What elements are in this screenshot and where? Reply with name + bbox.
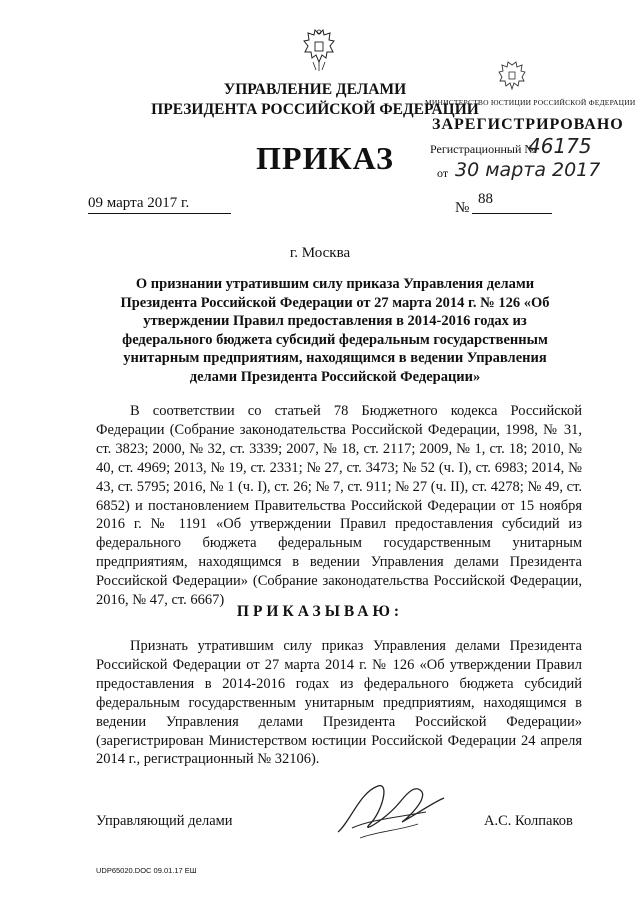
order-number: 88 bbox=[478, 191, 493, 207]
stamp-reg-number: 46175 bbox=[528, 134, 592, 158]
file-footer: UDP65020.DOC 09.01.17 ЕШ bbox=[96, 866, 197, 875]
order-number-label: № bbox=[455, 200, 470, 216]
document-type: ПРИКАЗ bbox=[256, 140, 394, 176]
stamp-emblem-icon bbox=[497, 60, 527, 92]
stamp-reg-date: 30 марта 2017 bbox=[455, 159, 601, 181]
number-underline bbox=[472, 213, 552, 214]
handwritten-signature bbox=[330, 772, 450, 847]
preamble-paragraph: В соответствии со статьей 78 Бюджетного кодекса Российской Федерации (Собрание законодательства Российской Федерации, 1998, № 31, ст. 3823; 2000, № 32, ст. 3339; 2007, № 18, ст. 2117; 2009, № 1, ст. 18; 2010, № 40, ст. 4969; 2013, № 19, ст. 2331; № 27, ст. 3473; № 52 (ч. I), ст. 6983; 2014, № 43, ст. 5795; 2016, № 1 (ч. I), ст. 26; № 7, ст. 911; № 27 (ч. II), ст. 4278; № 49, ст. 6852) и постановлением Правительства Российской Федерации от 15 ноября 2016 г. № 1191 «Об утверждении Правил предоставления субсидий из федерального бюджета федеральным государственным унитарным предприятиям, находящимся в ведении Управления делами Президента Российской Федерации» (Собрание законодательства Российской Федерации, 2016, № 47, ст. 6667) bbox=[96, 403, 582, 609]
stamp-from-label: от bbox=[437, 166, 449, 180]
order-date: 09 марта 2017 г. bbox=[88, 195, 190, 211]
stamp-reg-number-label: Регистрационный № bbox=[430, 142, 536, 156]
order-word: ПРИКАЗЫВАЮ: bbox=[236, 603, 404, 620]
document-title: О признании утратившим силу приказа Управления делами Президента Российской Федерации от 27 марта 2014 г. № 126 «Об утверждении Правил предоставления в 2014-2016 годах из федерального бюджета субсидий федеральным государственным унитарным предприятиям, находящимся в ведении Управления делами Президента Российской Федерации» bbox=[120, 276, 550, 385]
signatory-position: Управляющий делами bbox=[96, 813, 233, 829]
stamp-ministry: МИНИСТЕРСТВО ЮСТИЦИИ РОССИЙСКОЙ ФЕДЕРАЦИИ bbox=[425, 98, 636, 107]
order-paragraph: Признать утратившим силу приказ Управления делами Президента Российской Федерации от 27 марта 2014 г. № 126 «Об утверждении Правил предоставления в 2014-2016 годах из федерального бюджета субсидий федеральным государственным унитарным предприятиям, находящимся в ведении Управления делами Президента Российской Федерации» (зарегистрирован Министерством юстиции Российской Федерации 24 апреля 2014 г., регистрационный № 32106). bbox=[96, 638, 582, 768]
org-name-line2: ПРЕЗИДЕНТА РОССИЙСКОЙ ФЕДЕРАЦИИ bbox=[151, 101, 479, 118]
date-underline bbox=[88, 213, 231, 214]
city: г. Москва bbox=[289, 245, 351, 261]
coat-of-arms-icon bbox=[302, 28, 336, 72]
stamp-registered: ЗАРЕГИСТРИРОВАНО bbox=[432, 116, 624, 133]
org-name-line1: УПРАВЛЕНИЕ ДЕЛАМИ bbox=[223, 81, 407, 98]
signatory-name: А.С. Колпаков bbox=[484, 813, 573, 829]
